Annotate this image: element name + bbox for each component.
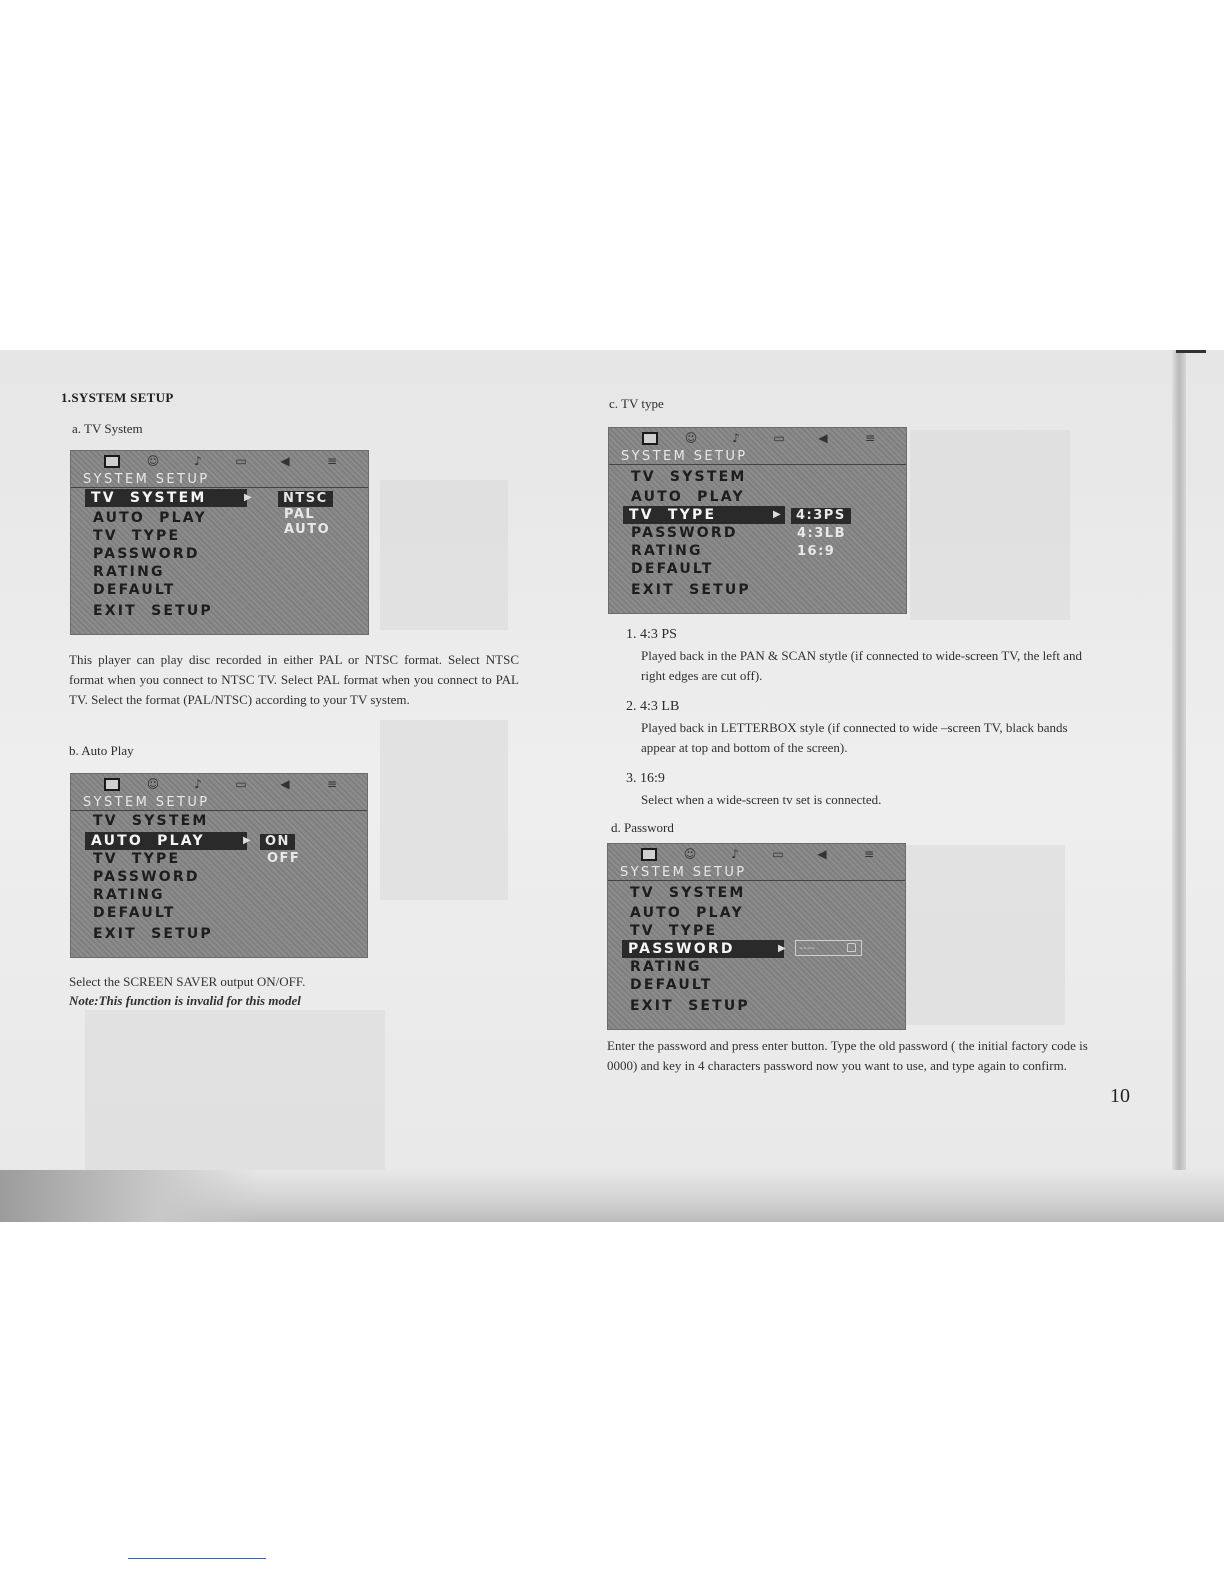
menu-item-auto-play[interactable]: AUTO PLAY [630, 905, 744, 921]
menu-item-tv-system[interactable]: TV SYSTEM [630, 885, 746, 901]
settings-icon: ≡ [326, 777, 338, 791]
menu-item-exit-setup[interactable]: EXIT SETUP [631, 582, 751, 598]
menu-item-auto-play[interactable]: AUTO PLAY [85, 832, 247, 850]
music-icon: ♪ [732, 431, 740, 445]
music-icon: ♪ [194, 454, 202, 468]
osd-icon-bar [71, 451, 368, 473]
menu-item-password[interactable]: PASSWORD [93, 546, 200, 562]
lock-icon [847, 943, 856, 952]
scan-edge-mark [1176, 350, 1206, 353]
osd-menu-auto-play [70, 773, 368, 958]
video-icon: ▭ [235, 454, 247, 468]
option-auto[interactable]: AUTO [284, 522, 331, 537]
show-through [380, 480, 508, 630]
menu-item-password[interactable]: PASSWORD [622, 940, 784, 958]
password-description: Enter the password and press enter button. Type the old password ( the initial factory code is 0000) and key in 4 characters password now you want to use, and type again to confirm. [607, 1038, 1088, 1073]
menu-item-default[interactable]: DEFAULT [631, 561, 714, 577]
scan-shadow-left [0, 1170, 260, 1222]
option-4-3ps[interactable]: 4:3PS [791, 508, 851, 524]
menu-item-rating[interactable]: RATING [93, 887, 165, 903]
show-through [910, 430, 1070, 620]
disc-icon [104, 778, 120, 791]
osd-title: SYSTEM SETUP [621, 449, 748, 464]
speaker-icon: ◀ [818, 431, 828, 445]
menu-item-password[interactable]: PASSWORD [631, 525, 738, 541]
arrow-right-icon: ▶ [243, 835, 251, 846]
subsection-label: c. TV type [609, 396, 664, 411]
menu-item-tv-type[interactable]: TV TYPE [93, 528, 181, 544]
option-off[interactable]: OFF [267, 851, 301, 866]
menu-item-default[interactable]: DEFAULT [93, 582, 176, 598]
menu-item-tv-type[interactable]: TV TYPE [623, 506, 785, 524]
speaker-icon: ◀ [817, 847, 827, 861]
list-item-description: Select when a wide-screen tv set is connected. [641, 792, 882, 807]
subsection-label: b. Auto Play [69, 743, 134, 758]
arrow-right-icon: ▶ [778, 943, 786, 954]
show-through [905, 845, 1065, 1025]
menu-item-exit-setup[interactable]: EXIT SETUP [93, 603, 213, 619]
osd-menu-password [607, 843, 906, 1030]
menu-item-auto-play[interactable]: AUTO PLAY [93, 510, 207, 526]
auto-play-note: Note:This function is invalid for this model [69, 993, 301, 1008]
section-heading: 1.SYSTEM SETUP [61, 390, 174, 405]
option-on[interactable]: ON [260, 834, 295, 850]
osd-title: SYSTEM SETUP [83, 795, 210, 810]
menu-item-tv-system[interactable]: TV SYSTEM [93, 813, 209, 829]
menu-item-exit-setup[interactable]: EXIT SETUP [93, 926, 213, 942]
show-through [85, 1010, 385, 1170]
language-icon: ☺ [683, 847, 697, 861]
subsection-label: a. TV System [72, 421, 143, 436]
disc-icon [641, 848, 657, 861]
menu-item-exit-setup[interactable]: EXIT SETUP [630, 998, 750, 1014]
music-icon: ♪ [731, 847, 739, 861]
osd-menu-tv-system [70, 450, 369, 635]
arrow-right-icon: ▶ [244, 492, 252, 503]
arrow-right-icon: ▶ [773, 509, 781, 520]
menu-item-default[interactable]: DEFAULT [630, 977, 713, 993]
menu-item-rating[interactable]: RATING [93, 564, 165, 580]
language-icon: ☺ [684, 431, 698, 445]
video-icon: ▭ [772, 847, 784, 861]
tv-system-description: This player can play disc recorded in either PAL or NTSC format. Select NTSC format when you connect to NTSC TV. Select PAL format when you connect to PAL TV. Select the format (PAL/NTSC) according to your TV system. [69, 652, 519, 707]
menu-item-rating[interactable]: RATING [631, 543, 703, 559]
osd-icon-bar [609, 428, 906, 450]
link-underline [128, 1558, 266, 1559]
language-icon: ☺ [146, 454, 160, 468]
menu-item-auto-play[interactable]: AUTO PLAY [631, 489, 745, 505]
menu-item-tv-system[interactable]: TV SYSTEM [631, 469, 747, 485]
option-ntsc[interactable]: NTSC [278, 491, 333, 507]
speaker-icon: ◀ [280, 454, 290, 468]
menu-item-password[interactable]: PASSWORD [93, 869, 200, 885]
option-pal[interactable]: PAL [284, 507, 316, 522]
osd-title: SYSTEM SETUP [83, 472, 210, 487]
music-icon: ♪ [194, 777, 202, 791]
show-through [380, 720, 508, 900]
list-item-title: 2. 4:3 LB [626, 699, 680, 714]
auto-play-description: Select the SCREEN SAVER output ON/OFF. [69, 974, 306, 989]
osd-title: SYSTEM SETUP [620, 865, 747, 880]
list-item-title: 3. 16:9 [626, 771, 665, 786]
menu-item-tv-type[interactable]: TV TYPE [630, 923, 718, 939]
list-item-title: 1. 4:3 PS [626, 627, 677, 642]
disc-icon [104, 455, 120, 468]
menu-item-default[interactable]: DEFAULT [93, 905, 176, 921]
subsection-label: d. Password [611, 820, 674, 835]
password-value: ---- [799, 941, 815, 954]
list-item-description: Played back in the PAN & SCAN stytle (if connected to wide-screen TV, the left and right edges are cut off). [641, 648, 1082, 683]
speaker-icon: ◀ [280, 777, 290, 791]
settings-icon: ≡ [326, 454, 338, 468]
password-input[interactable] [795, 940, 862, 956]
option-4-3lb[interactable]: 4:3LB [797, 526, 846, 541]
menu-item-tv-type[interactable]: TV TYPE [93, 851, 181, 867]
option-16-9[interactable]: 16:9 [797, 544, 836, 559]
video-icon: ▭ [235, 777, 247, 791]
language-icon: ☺ [146, 777, 160, 791]
menu-item-tv-system[interactable]: TV SYSTEM [85, 489, 247, 507]
scan-edge [1172, 350, 1186, 1170]
osd-icon-bar [71, 774, 367, 796]
osd-menu-tv-type [608, 427, 907, 614]
osd-icon-bar [608, 844, 905, 866]
settings-icon: ≡ [863, 847, 875, 861]
page-number: 10 [1110, 1085, 1130, 1107]
menu-item-rating[interactable]: RATING [630, 959, 702, 975]
disc-icon [642, 432, 658, 445]
list-item-description: Played back in LETTERBOX style (if connected to wide –screen TV, black bands appear at top and bottom of the screen). [641, 720, 1068, 755]
settings-icon: ≡ [864, 431, 876, 445]
video-icon: ▭ [773, 431, 785, 445]
